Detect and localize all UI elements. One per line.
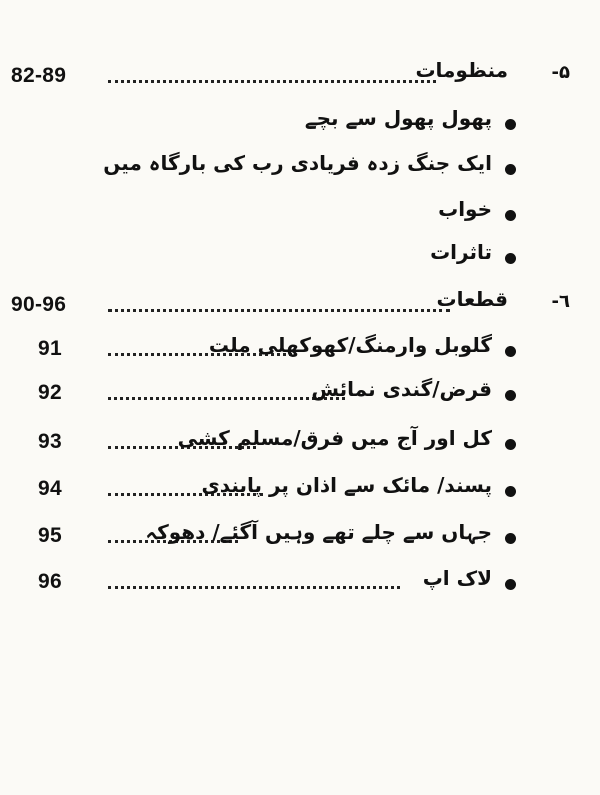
bullet-icon [505,164,516,175]
item-page: 92 [38,381,62,404]
leader-dots [108,586,400,589]
item-title: ایک جنگ زدہ فریادی رب کی بارگاہ میں [103,151,492,175]
leader-dots [108,309,450,312]
bullet-icon [505,346,516,357]
section-title: قطعات [436,287,508,311]
bullet-icon [505,533,516,544]
list-item [0,520,600,554]
item-title: پھول پھول سے بچے [304,106,492,130]
list-item [0,473,600,507]
section-number: ۵- [551,62,570,83]
section-title: منظومات [415,58,508,82]
bullet-icon [505,119,516,130]
item-page: 95 [38,524,62,547]
list-item [0,566,600,600]
item-title: پسند/ مائک سے اذان پر پابندی [201,473,492,497]
item-page: 91 [38,337,62,360]
section-row [0,289,600,323]
bullet-icon [505,486,516,497]
section-number: ٦- [551,291,570,312]
leader-dots [108,397,345,400]
item-title: لاک اپ [422,566,492,590]
section-page-range: 82-89 [11,64,67,87]
item-title: گلوبل وارمنگ/کھوکھلی ملت [208,333,492,357]
item-page: 94 [38,477,62,500]
list-item [0,240,600,274]
item-page: 93 [38,430,62,453]
item-title: قرض/گندی نمائش [311,377,492,401]
leader-dots [108,80,436,83]
list-item [0,426,600,460]
list-item [0,197,600,231]
bullet-icon [505,253,516,264]
item-title: کل اور آج میں فرق/مسلم کشی [177,426,492,450]
bullet-icon [505,390,516,401]
section-row [0,60,600,94]
item-title: تاثرات [430,240,492,264]
item-page: 96 [38,570,62,593]
list-item [0,106,600,140]
bullet-icon [505,579,516,590]
list-item [0,377,600,411]
bullet-icon [505,439,516,450]
list-item [0,333,600,367]
item-title: جہاں سے چلے تھے وہیں آگئے/ دھوکہ [145,520,492,544]
section-page-range: 90-96 [11,293,67,316]
list-item [0,151,600,185]
bullet-icon [505,210,516,221]
item-title: خواب [438,197,492,221]
